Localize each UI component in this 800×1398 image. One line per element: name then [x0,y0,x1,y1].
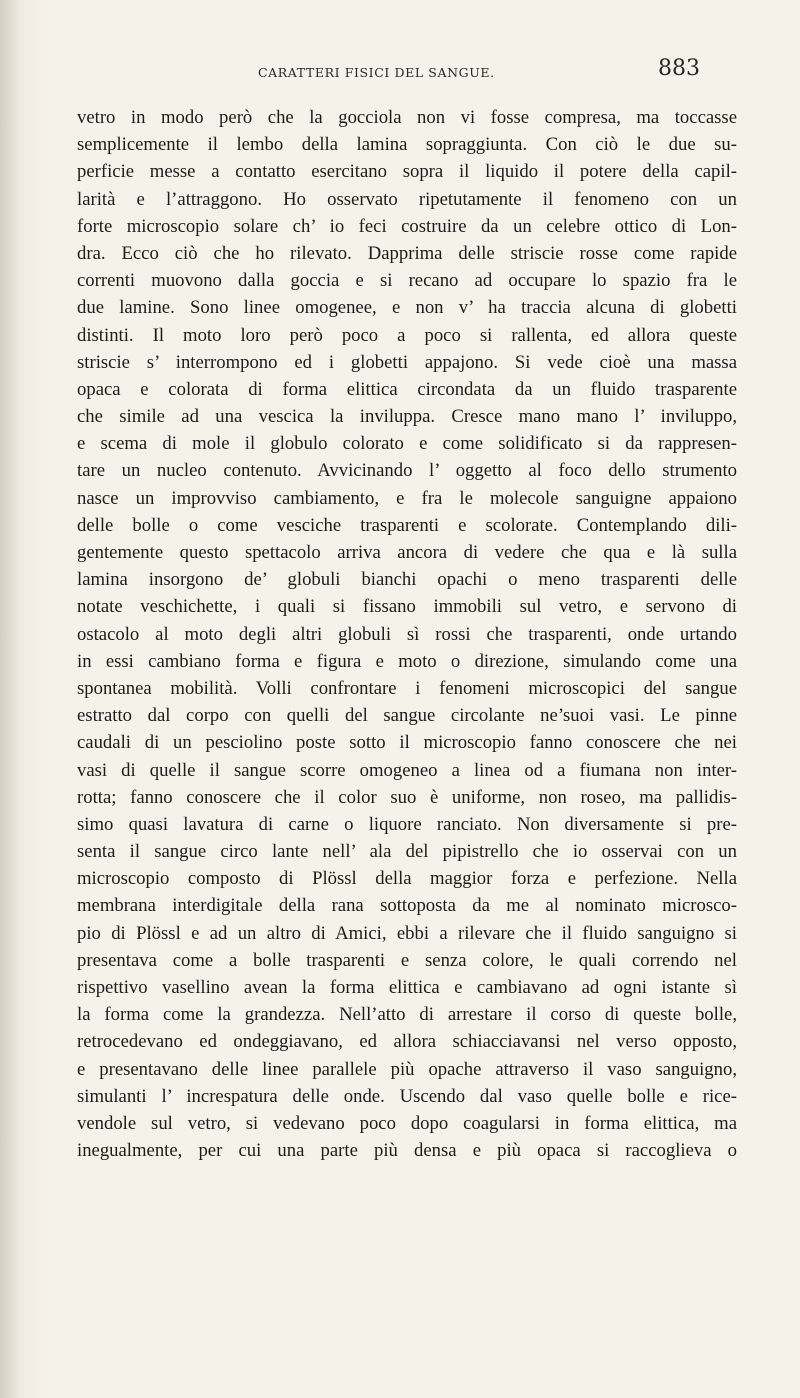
text-line: ostacolo al moto degli altri globuli sì rossi che trasparenti, onde urtando [77,623,737,645]
text-line: microscopio composto di Plössl della maggior forza e perfezione. Nella [77,868,737,890]
text-line: membrana interdigitale della rana sottoposta da me al nominato microsco- [77,895,737,917]
text-line: delle bolle o come vesciche trasparenti e scolorate. Contemplando dili- [77,514,737,536]
text-line: retrocedevano ed ondeggiavano, ed allora schiacciavansi nel verso opposto, [77,1031,737,1053]
text-line: gentemente questo spettacolo arriva ancora di vedere che qua e là sulla [77,542,737,563]
text-line: pio di Plössl e ad un altro di Amici, ebbi a rilevare che il fluido sanguigno si [77,922,737,944]
text-line: notate veschichette, i quali si fissano immobili sul vetro, e servono di [77,596,737,618]
text-line: e presentavano delle linee parallele più opache attraverso il vaso sanguigno, [77,1058,737,1080]
text-line: rispettivo vasellino avean la forma elittica e cambiavano ad ogni istante sì [77,977,737,998]
text-line: che simile ad una vescica la inviluppa. Cresce mano mano l’ inviluppo, [77,406,737,428]
text-line: presentava come a bolle trasparenti e senza colore, le quali correndo nel [77,949,737,971]
text-line: vetro in modo però che la gocciola non vi fosse compresa, ma toccasse [77,107,737,128]
text-line: perficie messe a contatto esercitano sopra il liquido il potere della capil- [77,161,737,183]
text-line: simulanti l’ increspatura delle onde. Uscendo dal vaso quelle bolle e rice- [77,1085,737,1107]
page-header [258,56,700,81]
binding-gutter-shadow [0,0,20,1398]
text-line: due lamine. Sono linee omogenee, e non v’ ha traccia alcuna di globetti [77,297,737,319]
text-line: senta il sangue circo lante nell’ ala del pipistrello che io osservai con un [77,841,737,863]
text-line: striscie s’ interrompono ed i globetti appajono. Si vede cioè una massa [77,351,737,373]
text-line: caudali di un pesciolino poste sotto il microscopio fanno conoscere che nei [77,732,737,754]
text-line: distinti. Il moto loro però poco a poco si rallenta, ed allora queste [77,324,737,346]
text-line: vasi di quelle il sangue scorre omogeneo a linea od a fiumana non inter- [77,759,737,781]
text-line: vendole sul vetro, si vedevano poco dopo coagularsi in forma elittica, ma [77,1112,737,1134]
text-line: simo quasi lavatura di carne o liquore ranciato. Non diversamente si pre- [77,813,737,835]
text-line: in essi cambiano forma e figura e moto o direzione, simulando come una [77,650,737,672]
text-line: lamina insorgono de’ globuli bianchi opachi o meno trasparenti delle [77,569,737,591]
running-head: CARATTERI FISICI DEL SANGUE. [258,65,495,80]
text-line: rotta; fanno conoscere che il color suo è uniforme, non roseo, ma pallidis- [77,786,737,808]
text-line: dra. Ecco ciò che ho rilevato. Dapprima delle striscie rosse come rapide [77,242,737,264]
text-line: semplicemente il lembo della lamina sopraggiunta. Con ciò le due su- [77,134,737,156]
text-line: forte microscopio solare ch’ io feci costruire da un celebre ottico di Lon- [77,215,737,237]
text-line: correnti muovono dalla goccia e si recano ad occupare lo spazio fra le [77,270,737,292]
text-line: la forma come la grandezza. Nell’atto di arrestare il corso di queste bolle, [77,1004,737,1026]
text-line: nasce un improvviso cambiamento, e fra le molecole sanguigne appaiono [77,487,737,509]
page-number: 883 [658,56,700,81]
text-line: estratto dal corpo con quelli del sangue circolante ne’suoi vasi. Le pinne [77,705,737,727]
body-text [77,104,737,1164]
text-line: spontanea mobilità. Volli confrontare i fenomeni microscopici del sangue [77,677,737,699]
text-line: e scema di mole il globulo colorato e come solidificato si da rappresen- [77,433,737,455]
text-line: opaca e colorata di forma elittica circondata da un fluido trasparente [77,378,737,400]
text-line: larità e l’attraggono. Ho osservato ripetutamente il fenomeno con un [77,188,737,210]
text-line: inegualmente, per cui una parte più densa e più opaca si raccoglieva o [77,1140,737,1162]
text-line: tare un nucleo contenuto. Avvicinando l’ oggetto al foco dello strumento [77,460,737,482]
